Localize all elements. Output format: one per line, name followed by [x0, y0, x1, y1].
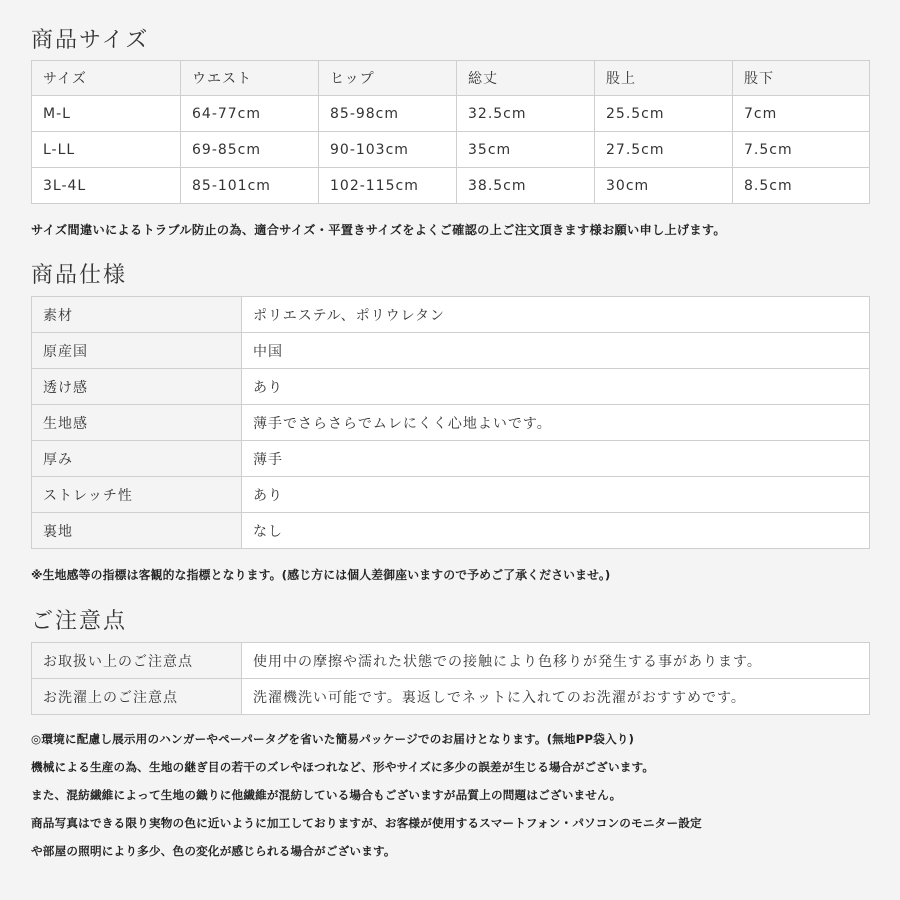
caution-value: 洗濯機洗い可能です。裏返しでネットに入れてのお洗濯がおすすめです。 — [242, 679, 870, 715]
size-cell: 85-101cm — [181, 168, 319, 204]
size-cell: 25.5cm — [595, 96, 733, 132]
size-header-cell: 股下 — [733, 61, 870, 96]
caution-section-title: ご注意点 — [31, 609, 128, 634]
table-row — [32, 297, 870, 333]
table-row — [32, 405, 870, 441]
list-item: ◎環境に配慮し展示用のハンガーやペーパータグを省いた簡易パッケージでのお届けとなります。(無地PP袋入り) — [31, 732, 635, 746]
spec-table — [31, 296, 870, 549]
spec-value: 薄手 — [242, 441, 870, 477]
spec-note: ※生地感等の指標は客観的な指標となります。(感じ方には個人差御座いますので予めご了承くださいませ。) — [31, 568, 611, 582]
size-table — [31, 60, 870, 204]
spec-value: 薄手でさらさらでムレにくく心地よいです。 — [242, 405, 870, 441]
caution-key: お洗濯上のご注意点 — [32, 679, 242, 715]
spec-section-title: 商品仕様 — [31, 263, 128, 288]
size-cell: 7cm — [733, 96, 870, 132]
spec-value: ポリエステル、ポリウレタン — [242, 297, 870, 333]
size-header-cell: 股上 — [595, 61, 733, 96]
size-header-cell: ヒップ — [319, 61, 457, 96]
size-cell: 7.5cm — [733, 132, 870, 168]
list-item: 機械による生産の為、生地の継ぎ目の若干のズレやほつれなど、形やサイズに多少の誤差が生じる場合がございます。 — [31, 760, 655, 774]
size-cell: 64-77cm — [181, 96, 319, 132]
size-cell: 27.5cm — [595, 132, 733, 168]
spec-value: なし — [242, 513, 870, 549]
spec-key: 素材 — [32, 297, 242, 333]
size-table-header-row — [32, 61, 870, 96]
spec-key: 原産国 — [32, 333, 242, 369]
table-row — [32, 643, 870, 679]
spec-key: 裏地 — [32, 513, 242, 549]
size-cell: 38.5cm — [457, 168, 595, 204]
spec-value: あり — [242, 369, 870, 405]
size-cell: 30cm — [595, 168, 733, 204]
caution-value: 使用中の摩擦や濡れた状態での接触により色移りが発生する事があります。 — [242, 643, 870, 679]
size-cell: 85-98cm — [319, 96, 457, 132]
caution-key: お取扱い上のご注意点 — [32, 643, 242, 679]
table-row — [32, 333, 870, 369]
spec-key: 生地感 — [32, 405, 242, 441]
list-item: また、混紡繊維によって生地の織りに他繊維が混紡している場合もございますが品質上の問題はございません。 — [31, 788, 622, 802]
table-row — [32, 369, 870, 405]
size-cell: 32.5cm — [457, 96, 595, 132]
list-item: 商品写真はできる限り実物の色に近いように加工しておりますが、お客様が使用するスマートフォン・パソコンのモニター設定 — [31, 816, 702, 830]
size-header-cell: ウエスト — [181, 61, 319, 96]
table-row — [32, 477, 870, 513]
size-section-title: 商品サイズ — [31, 28, 150, 53]
size-note: サイズ間違いによるトラブル防止の為、適合サイズ・平置きサイズをよくご確認の上ご注文頂きます様お願い申し上げます。 — [31, 223, 726, 237]
caution-table — [31, 642, 870, 715]
size-cell: 69-85cm — [181, 132, 319, 168]
size-header-cell: サイズ — [32, 61, 181, 96]
size-cell: 8.5cm — [733, 168, 870, 204]
table-row — [32, 168, 870, 204]
size-cell: 102-115cm — [319, 168, 457, 204]
spec-key: 透け感 — [32, 369, 242, 405]
table-row — [32, 132, 870, 168]
size-cell: M-L — [32, 96, 181, 132]
spec-value: 中国 — [242, 333, 870, 369]
size-cell: 90-103cm — [319, 132, 457, 168]
table-row — [32, 679, 870, 715]
size-cell: L-LL — [32, 132, 181, 168]
list-item: や部屋の照明により多少、色の変化が感じられる場合がございます。 — [31, 844, 396, 858]
size-cell: 3L-4L — [32, 168, 181, 204]
table-row — [32, 441, 870, 477]
spec-value: あり — [242, 477, 870, 513]
size-cell: 35cm — [457, 132, 595, 168]
size-header-cell: 総丈 — [457, 61, 595, 96]
spec-key: 厚み — [32, 441, 242, 477]
spec-key: ストレッチ性 — [32, 477, 242, 513]
table-row — [32, 96, 870, 132]
bottom-notes — [31, 730, 876, 870]
table-row — [32, 513, 870, 549]
